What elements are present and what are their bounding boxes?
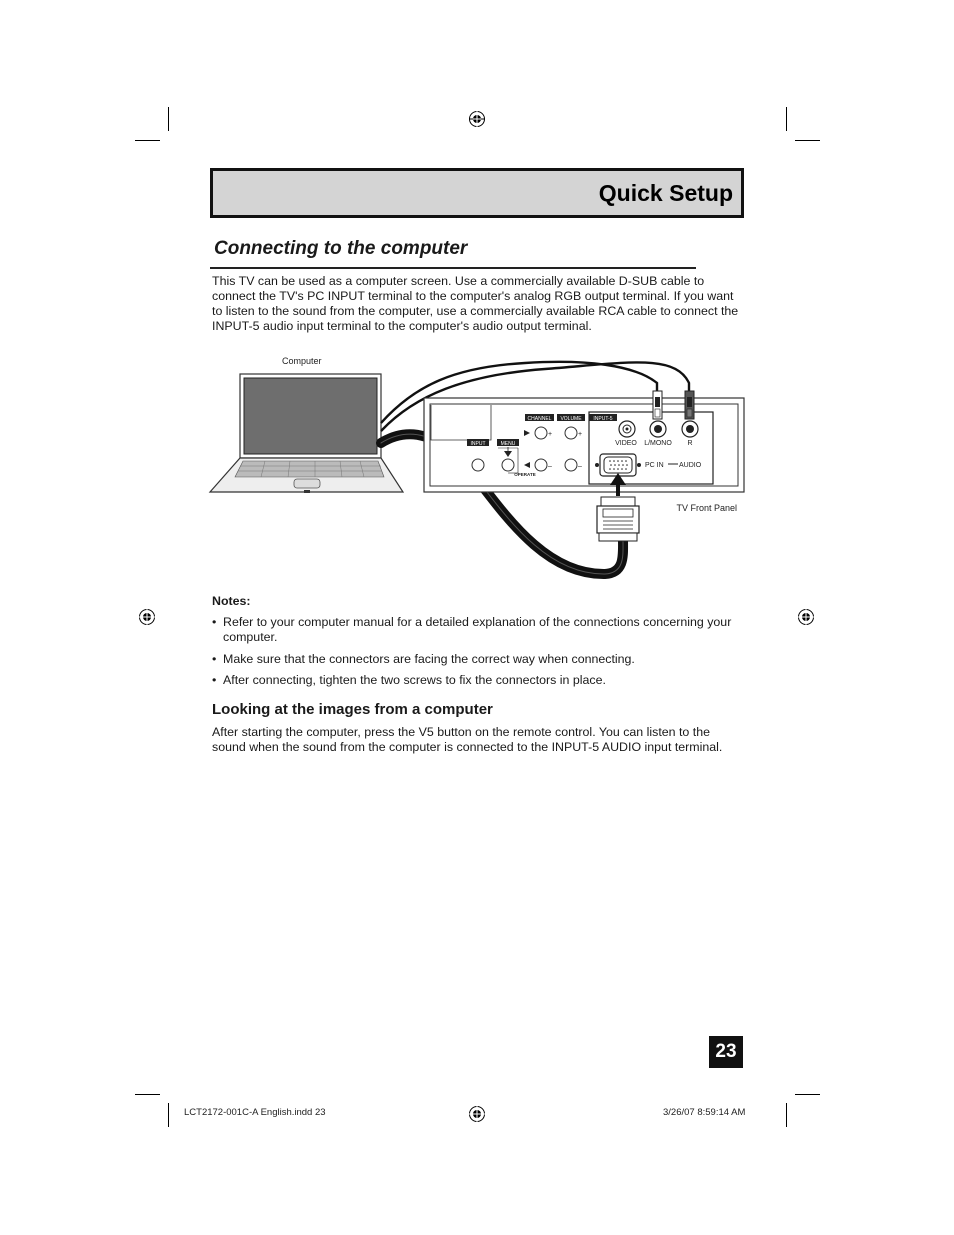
- channel-plus: +: [548, 431, 553, 438]
- channel-label: CHANNEL: [527, 416, 552, 422]
- page-title: Quick Setup: [598, 180, 733, 206]
- crop-mark: [786, 1103, 787, 1127]
- crop-mark: [795, 1094, 820, 1095]
- crop-mark: [135, 140, 160, 141]
- volume-plus: +: [578, 431, 583, 438]
- note-text: After connecting, tighten the two screws to fix the connectors in place.: [223, 673, 606, 687]
- pc-in-label: PC IN: [645, 462, 664, 469]
- crop-mark: [795, 140, 820, 141]
- crop-mark: [786, 107, 787, 131]
- crop-mark: [168, 1103, 169, 1127]
- crop-mark: [168, 107, 169, 131]
- pc-in-port: [595, 454, 641, 476]
- r-label: R: [687, 440, 693, 447]
- bullet: •: [212, 615, 217, 629]
- section-title: Connecting to the computer: [214, 238, 468, 259]
- channel-minus: –: [548, 463, 552, 470]
- menu-label: MENU: [500, 441, 516, 447]
- input-label: INPUT: [470, 441, 486, 447]
- registration-mark-icon: [797, 608, 815, 626]
- laptop-icon: [210, 374, 403, 493]
- header-banner: [210, 168, 744, 218]
- intro-paragraph: This TV can be used as a computer screen. Use a commercially available D-SUB cable to connect the TV's PC INPUT terminal to the computer's analog RGB output terminal. If you want to listen to the sound from the computer, use a commercially available RCA cable to connect the INPUT-5 audio input terminal to the computer's audio output terminal.: [212, 274, 739, 333]
- note-text: Refer to your computer manual for a detailed explanation of the connections concerning your computer.: [223, 615, 732, 644]
- audio-label: AUDIO: [679, 462, 702, 469]
- tv-panel-label: TV Front Panel: [676, 503, 737, 513]
- rca-plug-red: [685, 391, 694, 419]
- note-item: [212, 652, 742, 667]
- rca-plug-white: [653, 391, 662, 419]
- operate-label: OPERATE: [514, 472, 536, 477]
- lmono-label: L/MONO: [644, 440, 672, 447]
- note-text: Make sure that the connectors are facing the correct way when connecting.: [223, 652, 635, 666]
- registration-mark-icon: [468, 110, 486, 128]
- volume-minus: –: [578, 463, 582, 470]
- bullet: •: [212, 673, 217, 687]
- video-label: VIDEO: [615, 440, 637, 447]
- registration-mark-icon: [138, 608, 156, 626]
- section-divider: [210, 267, 696, 269]
- dsub-plug: [597, 497, 639, 541]
- volume-label: VOLUME: [560, 416, 582, 422]
- note-item: [212, 615, 742, 645]
- page-number: 23: [709, 1036, 743, 1068]
- subsection-paragraph: After starting the computer, press the V5 button on the remote control. You can listen to the sound when the sound from the computer is connected to the INPUT-5 AUDIO input terminal.: [212, 725, 723, 754]
- footer-date: 3/26/07 8:59:14 AM: [663, 1107, 746, 1118]
- registration-mark-icon: [468, 1105, 486, 1123]
- input5-label: INPUT-5: [593, 416, 613, 422]
- av-jacks: [619, 421, 698, 437]
- footer-file: LCT2172-001C-A English.indd 23: [184, 1107, 326, 1118]
- crop-mark: [135, 1094, 160, 1095]
- computer-label: Computer: [282, 356, 322, 366]
- connection-diagram: [205, 345, 750, 580]
- subsection-heading: Looking at the images from a computer: [212, 701, 493, 718]
- bullet: •: [212, 652, 217, 666]
- notes-heading: Notes:: [212, 594, 251, 608]
- note-item: [212, 673, 742, 688]
